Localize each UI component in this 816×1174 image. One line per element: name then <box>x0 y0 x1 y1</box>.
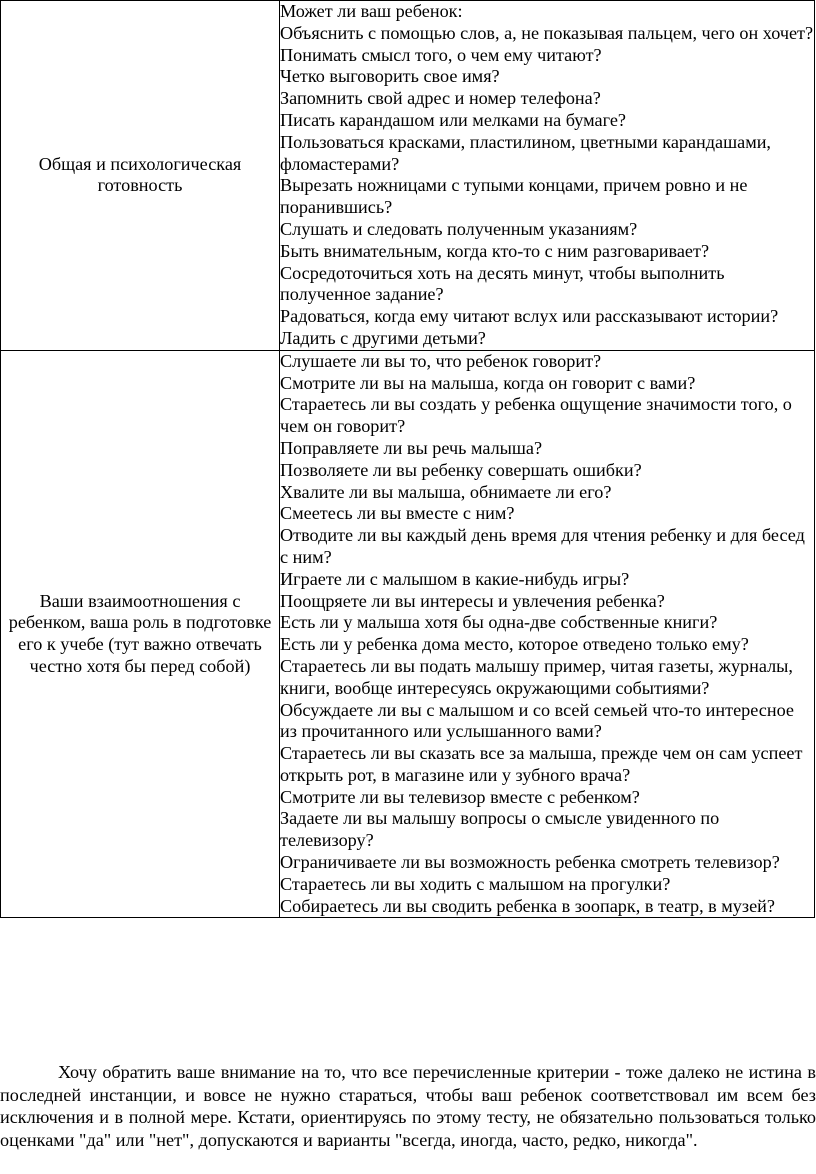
list-item: Ограничиваете ли вы возможность ребенка смотреть телевизор? <box>280 852 780 873</box>
list-item: Собираетесь ли вы сводить ребенка в зоопарк, в театр, в музей? <box>280 895 775 916</box>
list-item: Ладить с другими детьми? <box>280 327 486 348</box>
list-item: Писать карандашом или мелками на бумаге? <box>280 109 626 130</box>
list-item: Поощряете ли вы интересы и увлечения ребенка? <box>280 590 665 611</box>
list-item: Смеетесь ли вы вместе с ним? <box>280 503 515 524</box>
list-item: Стараетесь ли вы подать малышу пример, читая газеты, журналы, книги, вообще интересуясь окружающими событиями? <box>280 655 793 698</box>
list-item: Отводите ли вы каждый день время для чтения ребенку и для бесед с ним? <box>280 525 805 567</box>
list-item: Есть ли у ребенка дома место, которое отведено только ему? <box>280 634 749 655</box>
list-item: Смотрите ли вы на малыша, когда он говорит с вами? <box>280 372 696 393</box>
list-item: Задаете ли вы малышу вопросы о смысле увиденного по телевизору? <box>280 808 720 851</box>
row-label: Общая и психологическая готовность <box>1 1 280 351</box>
list-item: Может ли ваш ребенок: <box>280 1 463 21</box>
list-item: Быть внимательным, когда кто-то с ним разговаривает? <box>280 240 710 261</box>
list-item: Обсуждаете ли вы с малышом и со всей семьей что-то интересное из прочитанного или услышанного вами? <box>280 699 794 742</box>
list-item: Есть ли у малыша хотя бы одна-две собственные книги? <box>280 612 718 633</box>
list-item: Четко выговорить свое имя? <box>280 66 500 87</box>
list-item: Слушаете ли вы то, что ребенок говорит? <box>280 350 602 371</box>
list-item: Смотрите ли вы телевизор вместе с ребенком? <box>280 786 640 807</box>
list-item: Радоваться, когда ему читают вслух или рассказывают истории? <box>280 306 779 327</box>
list-item: Понимать смысл того, о чем ему читают? <box>280 44 602 65</box>
list-item: Объяснить с помощью слов, а, не показывая пальцем, чего он хочет? <box>280 22 814 43</box>
list-item: Вырезать ножницами с тупыми концами, причем ровно и не поранившись? <box>280 175 748 218</box>
question-list <box>280 1 815 351</box>
table-row <box>1 1 815 351</box>
closing-paragraph: Хочу обратить ваше внимание на то, что все перечисленные критерии - тоже далеко не истина в последней инстанции, и вовсе не нужно стараться, чтобы ваш ребенок соответствовал им всем без исключения и в полной мере. Кстати, ориентируясь по этому тесту, не обязательно пользоваться только оценками "да" или "нет", допускаются и варианты "всегда, иногда, часто, редко, никогда". <box>0 1062 816 1150</box>
question-list <box>280 350 815 918</box>
list-item: Поправляете ли вы речь малыша? <box>280 437 543 458</box>
list-item: Пользоваться красками, пластилином, цветными карандашами, фломастерами? <box>280 131 771 174</box>
table-row <box>1 350 815 918</box>
list-item: Стараетесь ли вы ходить с малышом на прогулки? <box>280 873 671 894</box>
list-item: Стараетесь ли вы создать у ребенка ощущение значимости того, о чем он говорит? <box>280 394 792 437</box>
list-item: Сосредоточиться хоть на десять минут, чтобы выполнить полученное задание? <box>280 262 725 305</box>
list-item: Позволяете ли вы ребенку совершать ошибки? <box>280 459 642 480</box>
list-item: Хвалите ли вы малыша, обнимаете ли его? <box>280 481 612 502</box>
list-item: Запомнить свой адрес и номер телефона? <box>280 88 601 109</box>
list-item: Играете ли с малышом в какие-нибудь игры? <box>280 568 630 589</box>
list-item: Слушать и следовать полученным указаниям? <box>280 218 638 239</box>
list-item: Стараетесь ли вы сказать все за малыша, прежде чем он сам успеет открыть рот, в магазине или у зубного врача? <box>280 743 803 785</box>
row-label: Ваши взаимоотношения с ребенком, ваша роль в подготовке его к учебе (тут важно отвечать честно хотя бы перед собой) <box>1 350 280 918</box>
